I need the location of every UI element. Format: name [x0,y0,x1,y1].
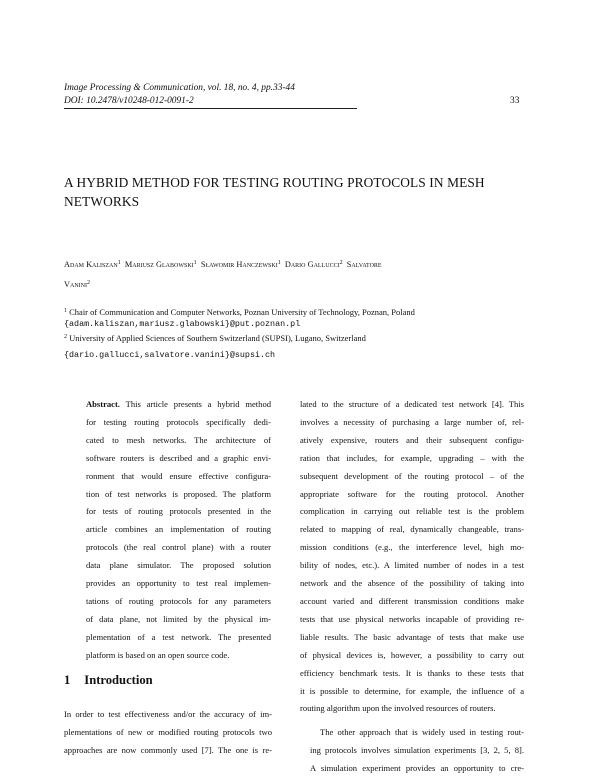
affiliation-1-email[interactable]: {adam.kaliszan,mariusz.glabowski}@put.poznan.pl [64,319,301,329]
author-affiliation-mark: 2 [339,260,343,266]
abstract-line: for tests of routing protocols presented in the [86,506,271,517]
author-name: Dario Gallucci [284,260,340,269]
abstract [86,396,271,665]
paper-title [64,173,544,211]
abstract-label: Abstract. [86,399,120,409]
affiliation-2-email[interactable]: {dario.gallucci,salvatore.vanini}@supsi.ch [64,350,276,360]
body-line: ing protocols involves simulation experiments [3, 2, 5, 8]. [310,745,524,756]
body-line: it is possible to determine, for example, the influence of a [300,685,524,696]
abstract-line: article combines an implementation of routing [86,524,271,535]
author-affiliation-mark: 1 [277,260,281,266]
author-name: Adam Kaliszan [64,260,118,269]
introduction-paragraph [64,706,272,760]
body-line: mission conditions (e.g., the interference level, high mo- [300,542,524,553]
page-number: 33 [510,96,520,106]
body-line: involves a necessity of purchasing a large number of, rel- [300,416,524,427]
author-affiliation-mark: 2 [87,280,90,286]
affiliation-text: University of Applied Sciences of Southern Switzerland (SUPSI), Lugano, Switzerland [69,333,366,343]
title-line-1: A HYBRID METHOD FOR TESTING ROUTING PROTOCOLS IN MESH [64,175,485,190]
author-affiliation-mark: 1 [193,260,197,266]
body-line: plementations of new or modified routing protocols two [64,726,272,737]
section-heading-introduction [64,673,153,688]
abstract-line: software routers is described and a graphic envi- [86,452,271,463]
affiliation-mark: 2 [64,334,67,340]
body-line: network and the absence of the possibility of taking into [300,578,524,589]
author-list [64,254,534,294]
body-line: tests that use physical networks incapable of providing re- [300,613,524,624]
abstract-line: tations of routing protocols for any parameters [86,595,271,606]
body-line: complication in carrying out reliable test is the problem [300,506,524,517]
abstract-line: cated to mesh networks. The architecture of [86,434,271,445]
body-line: appropriate software for the routing protocol. Another [300,488,524,499]
author-name: Mariusz Glabowski [124,260,194,269]
author-affiliation-mark: 1 [117,260,121,266]
body-line: In order to test effectiveness and/or the accuracy of im- [64,709,272,719]
body-line: liable results. The basic advantage of tests that make use [300,631,524,642]
body-line: lated to the structure of a dedicated test network [4]. This [300,399,524,409]
body-line: routing algorithm upon the involved resources of routers. [300,703,496,714]
affiliation-2 [64,331,544,344]
abstract-line: ronment that would ensure effective configura- [86,470,271,481]
abstract-line: of data plane, not limited by the physical im- [86,613,271,624]
body-line: of physical devices is, however, a possibility to carry out [300,649,524,660]
section-title: Introduction [84,673,153,687]
abstract-line: provides an opportunity to test real implemen- [86,578,271,589]
body-line: account varied and different transmission conditions make [300,595,524,606]
abstract-line: protocols (the real control plane) with a router [86,542,271,553]
right-column [300,396,524,778]
affiliation-1 [64,305,544,318]
affiliation-text: Chair of Communication and Computer Networks, Poznan University of Technology, Poznan, Poland [69,307,415,317]
section-number: 1 [64,673,71,687]
body-line: approaches are now commonly used [7]. The one is re- [64,744,272,755]
body-line: A simulation experiment provides an opportunity to cre- [310,763,524,774]
abstract-line: data plane simulator. The proposed solution [86,560,271,571]
body-line: ration that includes, for example, upgrading – with the [300,452,524,463]
abstract-line: plementation of a test network. The presented [86,631,271,642]
title-line-2: NETWORKS [64,194,140,209]
author-name: Salvatore [346,260,382,269]
abstract-line: Abstract. This article presents a hybrid method [86,399,271,409]
body-line: related to mapping of real, dynamically changeable, trans- [300,524,524,535]
journal-citation: Image Processing & Communication, vol. 18, no. 4, pp.33-44 [64,83,295,93]
body-line: atively expensive, routers and their subsequent configu- [300,434,524,445]
doi: DOI: 10.2478/v10248-012-0091-2 [64,95,357,109]
author-name: Vanini [64,280,87,289]
affiliation-mark: 1 [64,308,67,314]
body-line: subsequent development of the routing protocol – of the [300,470,524,481]
paragraph [300,396,524,718]
abstract-line: for testing routing protocols specifically dedi- [86,416,271,427]
body-line: The other approach that is widely used in testing rout- [320,727,524,738]
body-line: efficiency benchmark tests. It is thanks to these tests that [300,667,524,678]
author-name: Sławomir Hanczewski [200,260,278,269]
body-line: bility of nodes, etc.). A limited number of nodes in a test [300,560,524,571]
abstract-line: tion of test networks is proposed. The platform [86,488,271,499]
paragraph [300,724,524,778]
abstract-line: platform is based on an open source code. [86,649,230,660]
